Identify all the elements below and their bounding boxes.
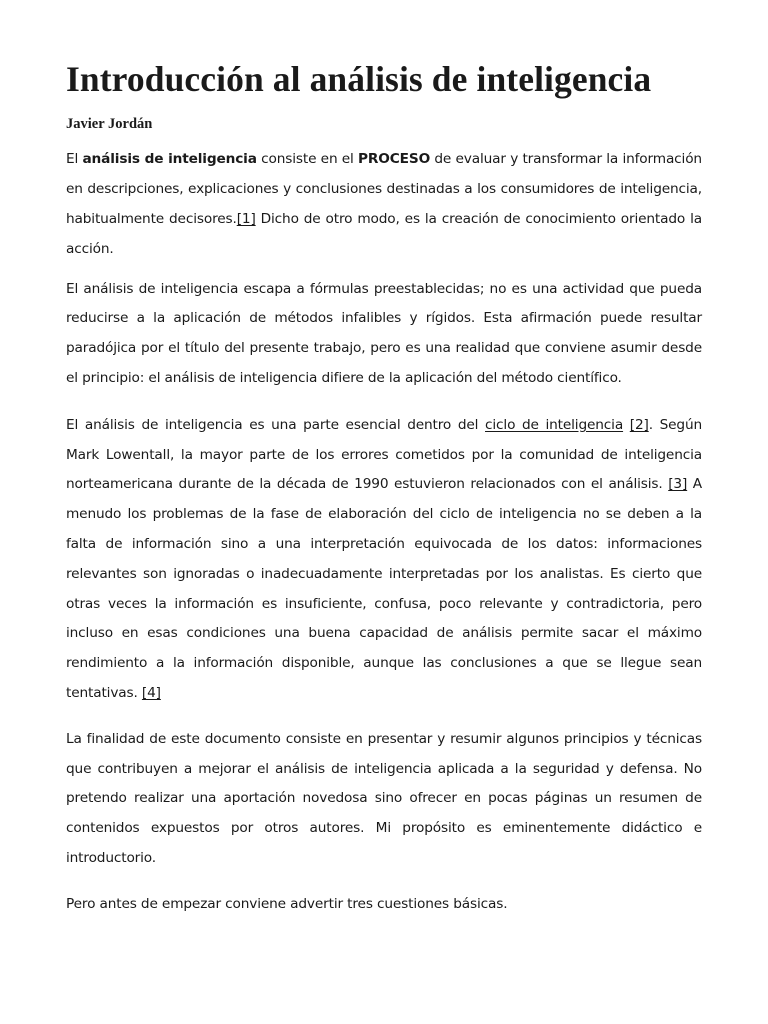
text: El xyxy=(66,151,83,168)
text: El análisis de inteligencia es una parte esencial dentro del xyxy=(66,416,486,433)
footnote-ref-4[interactable]: [4] xyxy=(141,684,161,701)
footnote-ref-3[interactable]: [3] xyxy=(668,476,688,493)
text: A menudo los problemas de la fase de elaboración del ciclo de inteligencia no se deben a la falta de información sino a una interpretación equivocada de los datos: informaciones relevantes son ignoradas o inadecuadamente interpretadas por los analistas. Es cierto que otras veces la información es insuficiente, confusa, poco relevante y contradictoria, pero incluso en esas condiciones una buena capacidad de análisis permite sacar el máximo rendimiento a la información disponible, aunque las conclusiones a que se llegue sean tentativas. xyxy=(66,476,702,701)
link-ciclo-de-inteligencia[interactable]: ciclo de inteligencia xyxy=(485,416,624,433)
footnote-ref-2[interactable]: [2] xyxy=(629,416,649,433)
document-page xyxy=(66,60,702,920)
paragraph-1 xyxy=(66,145,702,264)
paragraph-5: Pero antes de empezar conviene advertir tres cuestiones básicas. xyxy=(66,895,508,912)
text: Dicho de otro modo, es la creación de conocimiento orientado la acción. xyxy=(66,211,702,257)
footnote-ref-1[interactable]: [1] xyxy=(236,211,256,228)
paragraph-2: El análisis de inteligencia escapa a fórmulas preestablecidas; no es una actividad que pueda reducirse a la aplicación de métodos infalibles y rígidos. Esta afirmación puede resultar paradójica por el título del presente trabajo, pero es una realidad que conviene asumir desde el principio: el análisis de inteligencia difiere de la aplicación del método científico. xyxy=(66,280,702,387)
document-title: Introducción al análisis de inteligencia xyxy=(66,59,652,99)
text: . Según Mark Lowentall, la mayor parte de los errores cometidos por la comunidad de inteligencia norteamericana durante de la década de 1990 estuvieron relacionados con el análisis. xyxy=(66,416,703,493)
text xyxy=(623,417,630,433)
author-name: Javier Jordán xyxy=(66,116,153,133)
paragraph-3 xyxy=(66,411,702,709)
bold-term: PROCESO xyxy=(358,151,431,168)
bold-term: análisis de inteligencia xyxy=(82,151,257,168)
text: consiste en el xyxy=(256,151,359,168)
text: de evaluar y transformar la información en descripciones, explicaciones y conclusiones destinadas a los consumidores de inteligencia, habitualmente decisores. xyxy=(66,151,702,228)
paragraph-4: La finalidad de este documento consiste en presentar y resumir algunos principios y técnicas que contribuyen a mejorar el análisis de inteligencia aplicada a la seguridad y defensa. No pretendo realizar una aportación novedosa sino ofrecer en pocas páginas un resumen de contenidos expuestos por otros autores. Mi propósito es eminentemente didáctico e introductorio. xyxy=(66,730,702,866)
